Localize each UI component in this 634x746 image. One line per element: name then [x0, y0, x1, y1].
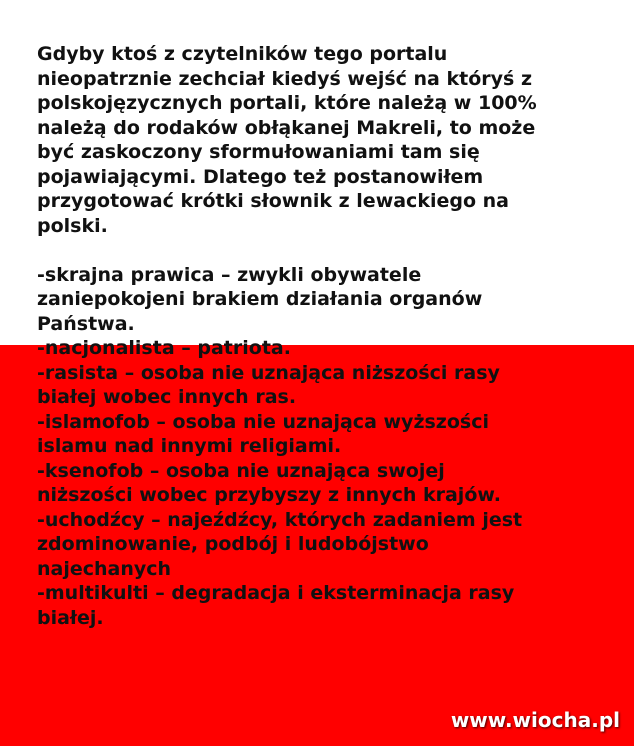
glossary-entry: -rasista – osoba nie uznająca niższości rasy białej wobec innych ras. — [37, 361, 500, 408]
meme-text — [37, 42, 627, 630]
glossary-entry: -ksenofob – osoba nie uznająca swojej niższości wobec przybyszy z innych krajów. — [37, 459, 501, 506]
glossary-entry: -skrajna prawica – zwykli obywatele zaniepokojeni brakiem działania organów Państwa. — [37, 263, 483, 335]
paragraph-gap — [37, 238, 627, 263]
glossary-entry: -islamofob – osoba nie uznająca wyższości islamu nad innymi religiami. — [37, 410, 490, 457]
glossary-entry: -uchodźcy – najeźdźcy, których zadaniem jest zdominowanie, podbój i ludobójstwo najechanych — [37, 508, 523, 580]
site-watermark: www.wiocha.pl — [450, 708, 620, 732]
intro-paragraph: Gdyby ktoś z czytelników tego portalu nieopatrznie zechciał kiedyś wejść na któryś z polskojęzycznych portali, które należą w 100% należą do rodaków obłąkanej Makreli, to może być zaskoczony sformułowaniami tam się pojawiającymi. Dlatego też postanowiłem przygotować krótki słownik z lewackiego na polski. — [37, 43, 537, 237]
glossary-entry: -nacjonalista – patriota. — [37, 337, 291, 359]
glossary-entry: -multikulti – degradacja i eksterminacja rasy białej. — [37, 582, 515, 629]
